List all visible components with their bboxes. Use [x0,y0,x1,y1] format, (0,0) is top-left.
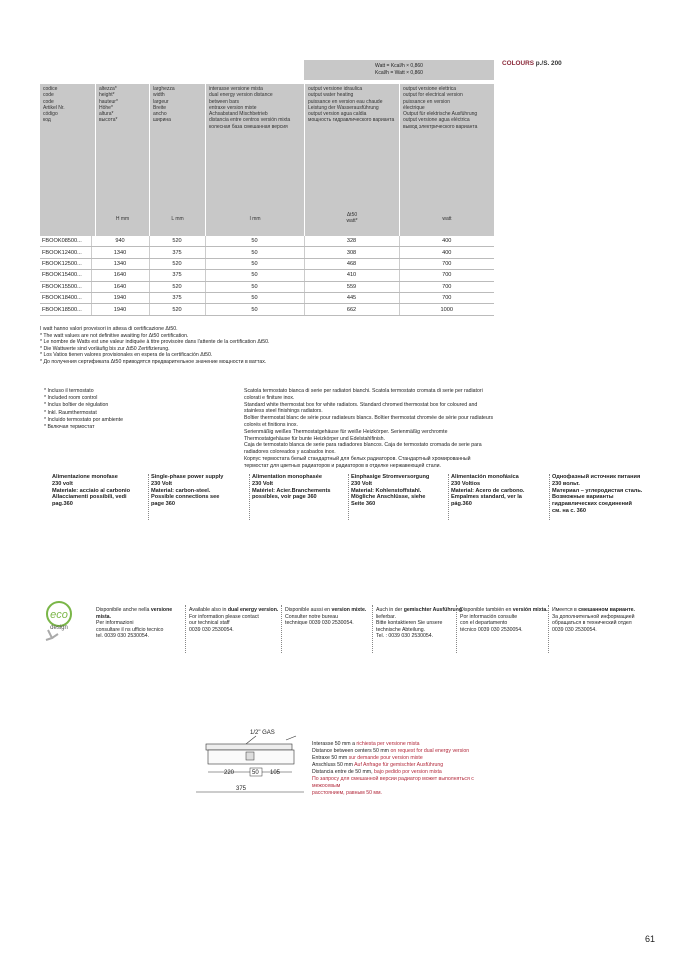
table-cell-code: FBOOK18400... [40,292,91,303]
table-row [40,292,494,303]
table-cell-w: 468 [304,258,399,269]
column-divider [185,605,187,653]
eco-text: consultare il ns ufficio tecnico [96,626,164,633]
table-cell-e: 1000 [399,304,494,315]
table-cell-h: 1640 [91,281,149,292]
power-supply-line: pag.360 [52,501,73,508]
power-supply-column [351,474,447,508]
eco-bold-text: gemischter Ausführung [403,607,463,613]
power-supply-line: page 360 [151,501,175,508]
interaxis-line: Distance between centers 50 mm on request for dual energy version [312,748,470,754]
power-supply-line: 230 Voltios [451,480,481,487]
eco-column [285,607,377,627]
table-cell-code: FBOOK12400... [40,247,91,258]
eco-column [552,607,644,633]
header-electric: output versione elettrica output for electrical version puissance en version électrique Output für elektrische Ausführung output versione agua eléctrica вывод электрического варианта watt [399,84,494,236]
colours-label: COLOURS [502,60,534,67]
power-supply-line: Alimentation monophasée [252,474,322,480]
dim-220: 220 [224,770,235,776]
power-supply-line: 230 Volt [252,480,274,487]
model-table [40,236,494,316]
unit-hydraulic: Δt50 watt* [346,212,358,224]
table-cell-e: 400 [399,247,494,258]
unit-electric: watt [442,215,452,222]
connection-diagram [196,726,304,796]
column-divider [548,605,550,653]
eco-text: our technical staff [189,620,230,627]
power-supply-line: 230 Volt [151,480,173,487]
power-supply-line: Alimentación monofásica [451,474,519,480]
eco-column [460,607,552,633]
dim-50: 50 [252,770,259,776]
colours-reference[interactable] [502,60,562,67]
eco-text: За дополнительной информацией [552,613,635,620]
eco-logo-word: design [50,625,68,631]
interaxis-line: Interasse 50 mm a richiesta per versione mista [312,741,420,747]
table-row [40,258,494,269]
power-supply-line: Материал – углеродистая сталь. [552,487,643,494]
table-row [40,247,494,258]
power-supply-column [451,474,547,508]
eco-text: обращаться в технический отдел [552,620,632,627]
table-cell-code: FBOOK15400... [40,270,91,281]
eco-text: Bitte kontaktieren Sie unsere [376,620,443,627]
eco-text: Por información consulte [460,613,518,620]
eco-text: tel. 0039 030 2530054. [96,633,150,640]
eco-text: For information please contact [189,613,259,620]
table-cell-w: 445 [304,292,399,303]
power-supply-line: Alimentazione monofase [52,474,118,480]
table-cell-e: 700 [399,292,494,303]
power-supply-line: Возможные варианты [552,494,614,501]
power-supply-column [552,474,648,515]
eco-text: Auch in der [376,607,403,613]
column-divider [281,605,283,653]
interaxis-line: По запросу для смешанной версии радиатор может выполняться с межосевым [312,776,474,789]
eco-text: 0039 030 2530054. [189,626,234,633]
power-supply-column [151,474,247,508]
power-supply-line: Allacciamenti possibili, vedi [52,494,127,501]
table-cell-code: FBOOK15500... [40,281,91,292]
eco-bold-text: version mixte. [331,607,367,613]
table-cell-i: 50 [205,258,304,269]
power-supply-line: Materiale: acciaio al carbonio [52,487,131,494]
eco-text: técnico 0039 030 2530054. [460,626,523,633]
table-cell-e: 700 [399,281,494,292]
watt-conversion-note [304,60,494,80]
table-cell-e: 700 [399,258,494,269]
table-cell-i: 50 [205,236,304,247]
table-row [40,236,494,247]
watt-note-line: Watt = Kcal/h × 0,860 [375,63,423,69]
interaxis-line: Entraxe 50 mm sur demande pour version mixte [312,755,423,761]
power-supply-line: pág.360 [451,501,472,508]
eco-bold-text: смешанном варианте. [578,607,635,613]
power-supply-line: Single-phase power supply [151,474,224,480]
eco-text: Per informazioni [96,620,134,627]
table-cell-h: 940 [91,236,149,247]
page-number: 61 [645,934,656,944]
eco-column [376,607,468,640]
interaxis-line: расстоянием, равным 50 мм. [312,790,382,796]
eco-text: Disponibile anche nella [96,607,150,613]
power-supply-line: Material: Acero de carbono. [451,487,525,494]
table-cell-h: 1340 [91,258,149,269]
eco-text: Available also in [189,607,227,613]
column-divider [348,474,350,520]
watt-note-line: Kcal/h = Watt × 0,860 [375,70,423,76]
table-cell-l: 520 [149,304,205,315]
table-cell-w: 308 [304,247,399,258]
eco-text: 0039 030 2530054. [552,626,597,633]
table-cell-i: 50 [205,304,304,315]
interaxis-line: Anschluss 50 mm Auf Anfrage für gemischter Ausführung [312,762,444,768]
table-cell-i: 50 [205,247,304,258]
power-supply-line: Material: Kohlenstoffstahl. [351,487,422,494]
power-supply-line: 230 вольт. [552,480,580,487]
table-cell-e: 400 [399,236,494,247]
power-supply-line: 230 volt [52,480,73,487]
column-divider [456,605,458,653]
column-divider [549,474,551,520]
eco-column [189,607,281,633]
table-header [40,84,494,236]
eco-logo-word: eco [50,609,68,621]
table-cell-e: 700 [399,270,494,281]
eco-text: technique 0039 030 2530054. [285,620,354,627]
power-supply-line: 230 Volt [351,480,373,487]
power-supply-line: Однофазный источник питания [552,474,641,480]
table-cell-l: 520 [149,258,205,269]
power-supply-line: Seite 360 [351,501,376,508]
table-cell-l: 520 [149,236,205,247]
column-divider [148,474,150,520]
table-cell-w: 328 [304,236,399,247]
table-cell-w: 559 [304,281,399,292]
interaxis-note [312,741,502,797]
certification-notes: I watt hanno valori provvisori in attesa di certificazione Δt50. * The watt values are not definitive awaiting for Δt50 certification. * Le nombre de Watts est une valeur indiquée à titre provisoire dans l'attente de la certification Δt50. * Die Wattwerte sind vorläufig bis zur Δt50 Zertifizierung. * Los Vatios tienen valores provisionales en espera de la certificación Δt50. * До получения сертификата Δt50 приводятся предварительное значение мощности в ваттах. [40,326,270,365]
table-cell-l: 375 [149,247,205,258]
power-supply-column [52,474,148,508]
eco-bold-text: dual energy version. [227,607,279,613]
gas-label: 1/2" GAS [250,730,275,736]
thermostat-included-list: * Incluso il termostato * Included room control * Inclus boîtier de régulation * Inkl. Raumthermostat * Incluido termostato por ambiente * Включая термостат [44,388,124,431]
eco-text: Disponible aussi en [285,607,330,613]
table-cell-w: 410 [304,270,399,281]
eco-text: Имеется в [552,607,577,613]
column-divider [372,605,374,653]
column-divider [448,474,450,520]
table-cell-h: 1340 [91,247,149,258]
table-cell-l: 520 [149,281,205,292]
table-cell-l: 375 [149,270,205,281]
table-row [40,304,494,315]
eco-text: con el departamento [460,620,508,627]
eco-text: lieferbar. [376,613,396,620]
unit-height: H mm [115,215,130,222]
header-interaxis: interasse versione mista dual energy version distance between bars entraxe version mixte Achsabstand Mischbetrieb distancia entre centros versión mixta колесная база смешанная версия I mm [205,84,304,236]
power-supply-line: Mögliche Anschlüsse, siehe [351,494,426,501]
eco-design-icon [38,600,80,642]
power-supply-line: Einphasige Stromversorgung [351,474,430,480]
table-cell-code: FBOOK18500... [40,304,91,315]
eco-bold-text: versión mixta. [512,607,548,613]
header-hydraulic: output versione idraulica output water heating puissance en version eau chaude Leistung der Wasserausführung output version agua caldia мощность гидравлического варианта Δt50 watt* [304,84,399,236]
table-cell-code: FBOOK12500... [40,258,91,269]
table-cell-h: 1640 [91,270,149,281]
dim-375: 375 [236,786,247,792]
table-cell-h: 1940 [91,292,149,303]
table-cell-code: FBOOK08500... [40,236,91,247]
eco-text: Consulter notre bureau [285,613,339,620]
table-row [40,281,494,292]
eco-column [96,607,188,640]
interaxis-line: Distancia entre de 50 mm, bajo pedido por version mixta [312,769,442,775]
table-cell-i: 50 [205,292,304,303]
table-row [40,270,494,281]
power-supply-line: Matériel: Acier.Branchements [252,487,331,494]
column-divider [249,474,251,520]
power-supply-line: Empalmes standard, ver la [451,494,522,501]
power-supply-line: possibles, voir page 360 [252,494,317,501]
table-cell-l: 375 [149,292,205,303]
power-supply-line: см. на с. 360 [552,507,586,514]
thermostat-description: Scatola termostato bianca di serie per radiatori bianchi. Scatola termostato cromata di serie per radiatori colorati e finiture inox. Standard white thermostat box for white radiators. Standard chromed thermostat box for coloured and stainless steel finishings radiators. Boîtier thermostat blanc de série pour radiateurs blancs. Boîtier thermostat chromée de série pour radiateurs colorés et finitions inox. Serienmäßig weißes Thermostatgehäuse für weiße Heizkörper. Serienmäßig verchromte Thermostatgehäuse für bunte Heizkörper und Edelstahlfinish. Caja de termostato blanca de serie para radiadores blancos. Caja de termostato cromada de serie para radiadores coloreados y acabados inox. Корпус термостата белый стандартный для белых радиаторов. Стандартный хромированный термостат для цветных радиаторов и радиаторов в отделке нержавеющей стали. [244,388,494,469]
power-supply-column [252,474,348,501]
eco-text: Disponible también en [460,607,512,613]
header-height: altezza* height* hauteur* Höhe* altura* высота* H mm [95,84,149,236]
power-supply-line: Possible connections see [151,494,220,501]
header-code: codice code code Artikel Nr. código код [43,86,65,124]
dim-105: 105 [270,770,281,776]
table-cell-w: 662 [304,304,399,315]
header-width: larghezza width largeur Breite ancho ширина L mm [149,84,205,236]
unit-interaxis: I mm [249,215,261,222]
eco-text: technische Abteilung. [376,626,426,633]
eco-text: Tel. : 0039 030 2530054. [376,633,434,640]
table-cell-i: 50 [205,281,304,292]
table-cell-h: 1940 [91,304,149,315]
eco-bold-text: versione mista. [96,607,173,620]
power-supply-line: гидравлических соединений [552,501,632,508]
colours-page: p./S. 200 [535,60,562,67]
power-supply-line: Material: carbon-steel. [151,487,211,494]
table-cell-i: 50 [205,270,304,281]
unit-width: L mm [171,215,184,222]
